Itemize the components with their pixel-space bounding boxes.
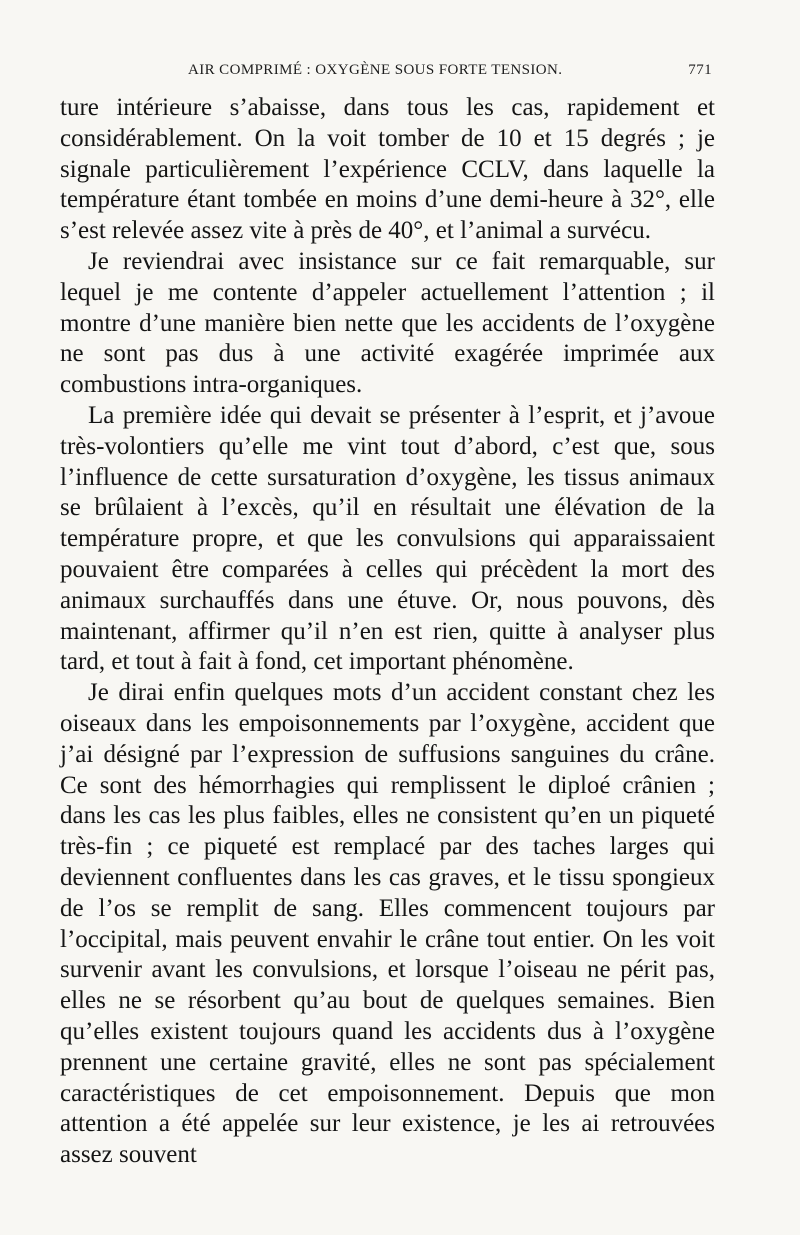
body-text <box>60 93 715 1171</box>
paragraph: Je reviendrai avec insistance sur ce fait remarquable, sur lequel je me contente d’appeler actuellement l’attention ; il montre d’une manière bien nette que les accidents de l’oxygène ne sont pas dus à une activité exagérée imprimée aux combustions intra-organiques. <box>60 247 715 399</box>
paragraph: ture intérieure s’abaisse, dans tous les cas, rapidement et considérablement. On la voit tomber de 10 et 15 degrés ; je signale particulièrement l’expérience CCLV, dans laquelle la température étant tombée en moins d’une demi-heure à 32°, elle s’est relevée assez vite à près de 40°, et l’animal a survécu. <box>60 94 715 245</box>
running-head: AIR COMPRIMÉ : OXYGÈNE SOUS FORTE TENSION. <box>188 62 563 78</box>
paragraph: Je dirai enfin quelques mots d’un accident constant chez les oiseaux dans les empoisonnements par l’oxygène, accident que j’ai désigné par l’expression de suffusions sanguines du crâne. Ce sont des hémorrhagies qui remplissent le diploé crânien ; dans les cas les plus faibles, elles ne consistent qu’en un piqueté très-fin ; ce piqueté est remplacé par des taches larges qui deviennent confluentes dans les cas graves, et le tissu spongieux de l’os se remplit de sang. Elles commencent toujours par l’occipital, mais peuvent envahir le crâne tout entier. On les voit survenir avant les convulsions, et lorsque l’oiseau ne périt pas, elles ne se résorbent qu’au bout de quelques semaines. Bien qu’elles existent toujours quand les accidents dus à l’oxygène prennent une certaine gravité, elles ne sont pas spécialement caractéristiques de cet empoisonnement. Depuis que mon attention a été appelée sur leur existence, je les ai retrouvées assez souvent <box>60 679 715 1169</box>
page-header <box>60 62 712 84</box>
page-number: 771 <box>688 62 712 78</box>
paragraph: La première idée qui devait se présenter à l’esprit, et j’avoue très-volontiers qu’elle me vint tout d’abord, c’est que, sous l’influence de cette sursaturation d’oxygène, les tissus animaux se brûlaient à l’excès, qu’il en résultait une élévation de la température propre, et que les convulsions qui apparaissaient pouvaient être comparées à celles qui précèdent la mort des animaux surchauffés dans une étuve. Or, nous pouvons, dès maintenant, affirmer qu’il n’en est rien, quitte à analyser plus tard, et tout à fait à fond, cet important phénomène. <box>60 401 715 676</box>
